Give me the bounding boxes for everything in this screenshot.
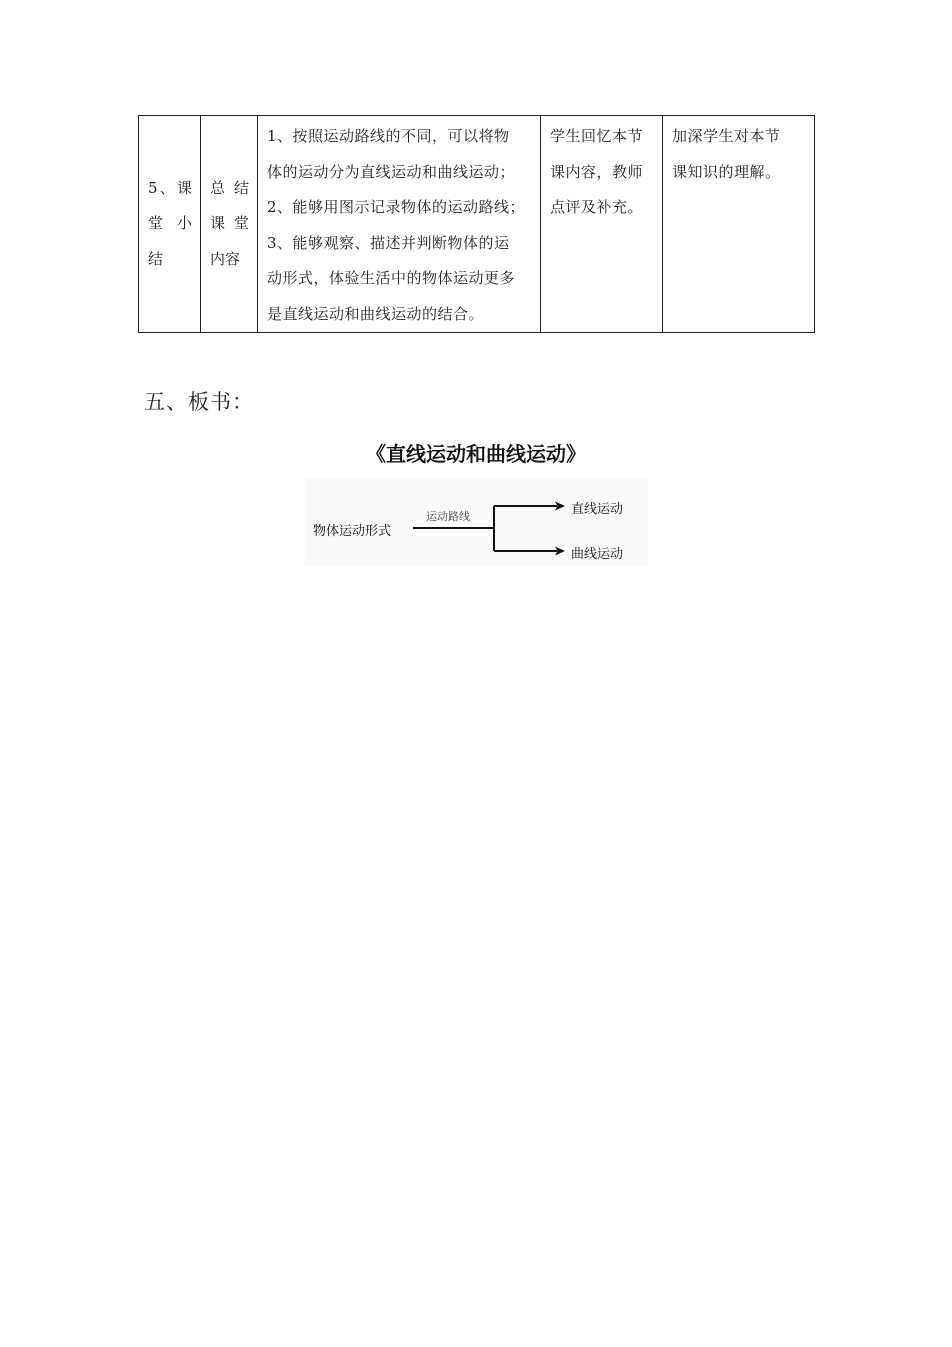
teacher-activity-cell bbox=[258, 116, 541, 333]
diagram-branch-label: 直线运动 bbox=[571, 502, 624, 517]
design-intent-cell bbox=[663, 116, 815, 333]
diagram-root-label: 物体运动形式 bbox=[313, 524, 392, 539]
board-title: 《直线运动和曲线运动》 bbox=[366, 442, 586, 466]
diagram-edge-label: 运动路线 bbox=[426, 510, 470, 523]
student-activity-line: 课内容，教师 bbox=[550, 162, 644, 181]
step-line: 结 bbox=[148, 249, 164, 268]
lesson-summary-table bbox=[138, 115, 815, 333]
step-cell bbox=[139, 116, 201, 333]
student-activity-cell bbox=[541, 116, 663, 333]
teacher-activity-line: 是直线运动和曲线运动的结合。 bbox=[267, 304, 485, 323]
content-title-line: 总 结 bbox=[210, 178, 249, 197]
teacher-activity-line: 2、能够用图示记录物体的运动路线； bbox=[267, 198, 526, 216]
student-activity-line: 点评及补充。 bbox=[550, 198, 644, 216]
content-title-line: 课 堂 bbox=[210, 214, 249, 233]
teacher-activity-line: 体的运动分为直线运动和曲线运动； bbox=[267, 162, 516, 181]
step-line: 5、课 bbox=[148, 178, 192, 197]
step-line: 堂 小 bbox=[148, 214, 192, 233]
teacher-activity-line: 1、按照运动路线的不同，可以将物 bbox=[267, 127, 510, 145]
board-diagram bbox=[305, 478, 648, 566]
table-row bbox=[139, 116, 815, 333]
design-intent-line: 课知识的理解。 bbox=[672, 162, 781, 181]
diagram-branch-label: 曲线运动 bbox=[571, 547, 624, 562]
section-heading: 五、板书： bbox=[144, 390, 254, 414]
teacher-activity-line: 3、能够观察、描述并判断物体的运 bbox=[267, 233, 510, 252]
content-title-cell bbox=[201, 116, 258, 333]
student-activity-line: 学生回忆本节 bbox=[550, 127, 644, 145]
design-intent-line: 加深学生对本节 bbox=[672, 127, 781, 145]
content-title-line: 内容 bbox=[210, 249, 241, 268]
teacher-activity-line: 动形式，体验生活中的物体运动更多 bbox=[267, 269, 516, 287]
